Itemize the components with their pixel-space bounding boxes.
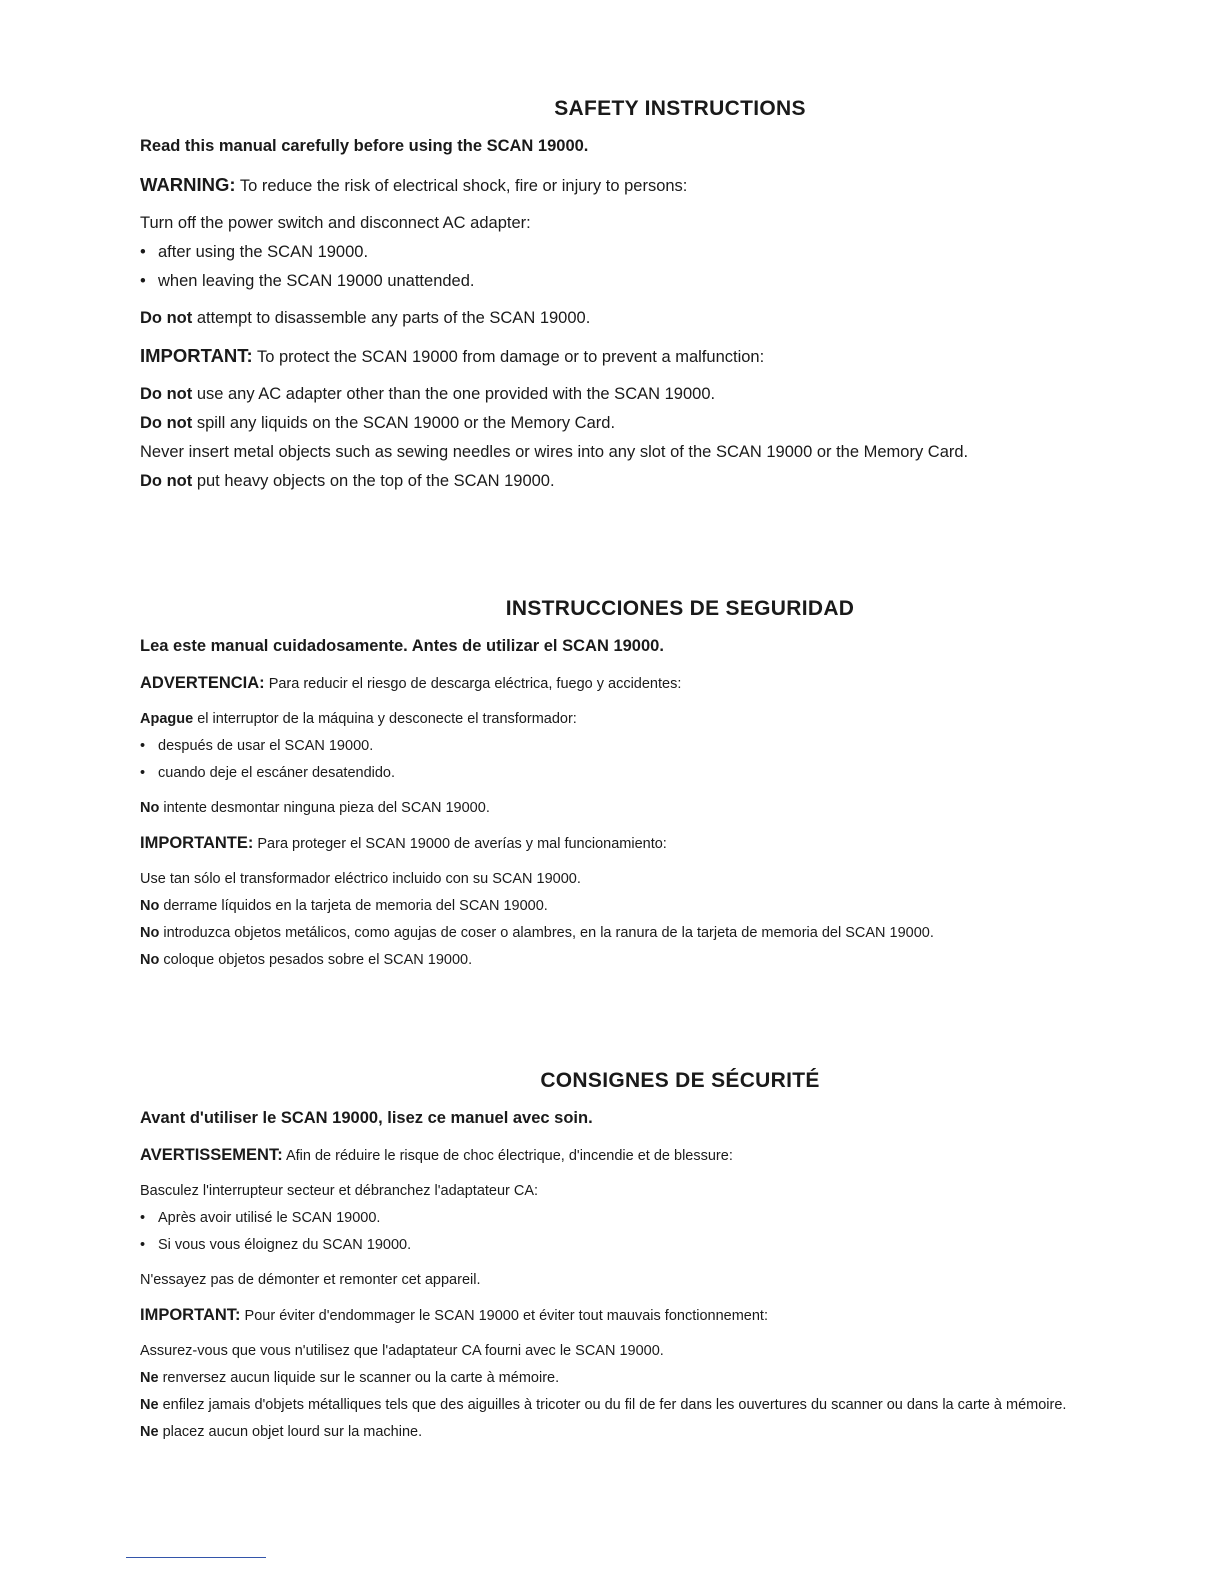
section-title: INSTRUCCIONES DE SEGURIDAD	[505, 597, 855, 620]
warning-line: ADVERTENCIA: Para reducir el riesgo de descarga eléctrica, fuego y accidentes:	[140, 674, 682, 692]
use-tan-line: Use tan sólo el transformador eléctrico incluido con su SCAN 19000.	[140, 871, 581, 887]
footer-rule	[126, 1557, 266, 1558]
placez-line: Ne placez aucun objet lourd sur la machine.	[140, 1424, 423, 1440]
intro-text: Read this manual carefully before using the SCAN 19000.	[140, 137, 589, 155]
basculez-line: Basculez l'interrupteur secteur et débranchez l'adaptateur CA:	[140, 1183, 539, 1199]
spill-line: Do not spill any liquids on the SCAN 19000 or the Memory Card.	[140, 414, 616, 432]
warning-line	[140, 170, 1200, 201]
section-spanish	[140, 594, 1200, 974]
warning-label: AVERTISSEMENT:	[140, 1146, 283, 1164]
section-english	[140, 94, 1200, 496]
intro-text: Lea este manual cuidadosamente. Antes de utilizar el SCAN 19000.	[140, 637, 664, 655]
enfilez-line: Ne enfilez jamais d'objets métalliques tels que des aiguilles à tricoter ou du fil de fer dans les ouvertures du scanner ou dans la carte à mémoire.	[140, 1397, 1067, 1413]
section-title: SAFETY INSTRUCTIONS	[554, 97, 806, 120]
list-item: • Si vous vous éloignez du SCAN 19000.	[140, 1237, 412, 1253]
important-label: IMPORTANT:	[140, 1306, 241, 1324]
warning-label: ADVERTENCIA:	[140, 674, 265, 692]
nessayez-line: N'essayez pas de démonter et remonter cet appareil.	[140, 1272, 481, 1288]
warning-text: To reduce the risk of electrical shock, fire or injury to persons:	[235, 177, 688, 195]
never-insert-line: Never insert metal objects such as sewing needles or wires into any slot of the SCAN 19000 or the Memory Card.	[140, 443, 969, 461]
section-title: CONSIGNES DE SÉCURITÉ	[540, 1069, 820, 1092]
adapter-line: Do not use any AC adapter other than the one provided with the SCAN 19000.	[140, 385, 716, 403]
apague-line: Apague el interruptor de la máquina y desconecte el transformador:	[140, 711, 577, 727]
coloque-line: No coloque objetos pesados sobre el SCAN 19000.	[140, 952, 473, 968]
heavy-line: Do not put heavy objects on the top of the SCAN 19000.	[140, 472, 555, 490]
warning-label: WARNING:	[140, 174, 236, 195]
important-line: IMPORTANT: Pour éviter d'endommager le SCAN 19000 et éviter tout mauvais fonctionnement:	[140, 1306, 768, 1324]
important-label: IMPORTANTE:	[140, 834, 254, 852]
derrame-line: No derrame líquidos en la tarjeta de memoria del SCAN 19000.	[140, 898, 548, 914]
important-label: IMPORTANT:	[140, 345, 253, 366]
desmontar-line: No intente desmontar ninguna pieza del SCAN 19000.	[140, 800, 490, 816]
intro-text: Avant d'utiliser le SCAN 19000, lisez ce manuel avec soin.	[140, 1109, 593, 1127]
list-item: • when leaving the SCAN 19000 unattended.	[140, 272, 475, 290]
warning-line: AVERTISSEMENT: Afin de réduire le risque de choc électrique, d'incendie et de blessure:	[140, 1146, 733, 1164]
introduzca-line: No introduzca objetos metálicos, como agujas de coser o alambres, en la ranura de la tarjeta de memoria del SCAN 19000.	[140, 925, 934, 941]
section-french	[140, 1066, 1200, 1446]
disassemble-line: Do not attempt to disassemble any parts of the SCAN 19000.	[140, 309, 591, 327]
list-item: • after using the SCAN 19000.	[140, 243, 369, 261]
renversez-line: Ne renversez aucun liquide sur le scanner ou la carte à mémoire.	[140, 1370, 560, 1386]
list-item: • Après avoir utilisé le SCAN 19000.	[140, 1210, 381, 1226]
assurez-line: Assurez-vous que vous n'utilisez que l'adaptateur CA fourni avec le SCAN 19000.	[140, 1343, 664, 1359]
important-line: IMPORTANTE: Para proteger el SCAN 19000 de averías y mal funcionamiento:	[140, 834, 667, 852]
turn-off-line: Turn off the power switch and disconnect AC adapter:	[140, 214, 531, 232]
important-line: IMPORTANT: To protect the SCAN 19000 from damage or to prevent a malfunction:	[140, 345, 765, 366]
list-item: • después de usar el SCAN 19000.	[140, 738, 374, 754]
list-item: • cuando deje el escáner desatendido.	[140, 765, 396, 781]
